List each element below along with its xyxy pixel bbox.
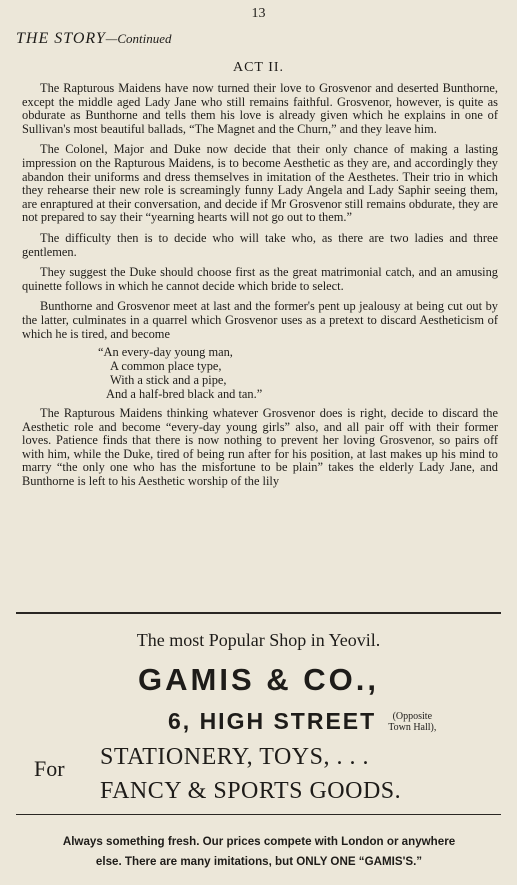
verse-line: With a stick and a pipe, bbox=[110, 373, 227, 388]
story-paragraph: The Colonel, Major and Duke now decide that their only chance of making a lasting impression on the Rapturous Maidens, is to become Aesthetic as they are, and accordingly they abandon their uniforms and dress themselves in imitation of the Aesthetes. Their trio in which they rehearse their new role is screamingly funny Lady Angela and Lady Saphir seeing them, are enraptured at their conversation, and decide if Mr Grosvenor still remains obdurate, they are not prepared to say their “yearning hearts will not go out to them.” bbox=[22, 142, 498, 225]
story-paragraph: The Rapturous Maidens have now turned their love to Grosvenor and deserted Bunthorne, except the middle aged Lady Jane who still remains faithful. Grosvenor, however, is quite as obdurate as Bunthorne and tells them his love is already given which he explains in one of Sullivan's most beautiful ballads, “The Magnet and the Churn,” and they leave him. bbox=[22, 81, 498, 136]
verse-line: “An every-day young man, bbox=[98, 345, 233, 360]
advert-tagline: The most Popular Shop in Yeovil. bbox=[136, 630, 381, 650]
divider-rule bbox=[16, 814, 501, 815]
advert-for-label: For bbox=[34, 756, 65, 781]
advert-footer bbox=[14, 832, 504, 872]
advert-shop-name: GAMIS & CO., bbox=[138, 662, 379, 697]
advert-footer-line: else. There are many imitations, but ONLY ONE “GAMIS'S.” bbox=[95, 855, 423, 868]
address-note-line: Town Hall), bbox=[388, 721, 437, 733]
section-title: THE STORY bbox=[16, 30, 106, 47]
verse-line: A common place type, bbox=[110, 359, 222, 374]
advert-footer-line: Always something fresh. Our prices compete with London or anywhere bbox=[62, 835, 456, 848]
advert-goods-line: FANCY & SPORTS GOODS. bbox=[100, 778, 402, 804]
section-heading bbox=[16, 30, 172, 48]
page-number: 13 bbox=[251, 6, 266, 21]
story-text bbox=[22, 82, 498, 489]
story-paragraph: The Rapturous Maidens thinking whatever Grosvenor does is right, decide to discard the Aesthetic role and become “every-day young girls” also, and all pair off with their former loves. Patience finds that there is now nothing to prevent her loving Grosvenor, so pairs off with him, while the Duke, tired of being run after for his position, at last makes up his mind to marry “the only one who has the misfortune to be plain” takes the elderly Lady Jane, and Bunthorne is left to his Aesthetic worship of the lily bbox=[22, 406, 498, 489]
advert-address: 6, HIGH STREET bbox=[168, 708, 377, 734]
story-paragraph: The difficulty then is to decide who will take who, as there are two ladies and three gentlemen. bbox=[22, 230, 498, 259]
divider-rule bbox=[16, 612, 501, 614]
address-note-line: (Opposite bbox=[392, 710, 433, 722]
advert-goods-line: STATIONERY, TOYS, . . . bbox=[100, 744, 369, 770]
verse-quote bbox=[22, 345, 498, 401]
verse-line: And a half-bred black and tan.” bbox=[106, 387, 263, 402]
section-continued: —Continued bbox=[105, 31, 172, 46]
story-paragraph: Bunthorne and Grosvenor meet at last and the former's pent up jealousy at being cut out by the latter, culminates in a quarrel which Grosvenor uses as a pretext to discard Aestheticism of which he is tired, and become bbox=[22, 299, 498, 341]
advert-address-row bbox=[168, 708, 513, 735]
story-paragraph: They suggest the Duke should choose first as the great matrimonial catch, and an amusing quinette follows in which he cannot decide which bride to select. bbox=[22, 265, 498, 293]
advert-address-note bbox=[388, 711, 436, 733]
act-heading: ACT II. bbox=[232, 60, 285, 75]
